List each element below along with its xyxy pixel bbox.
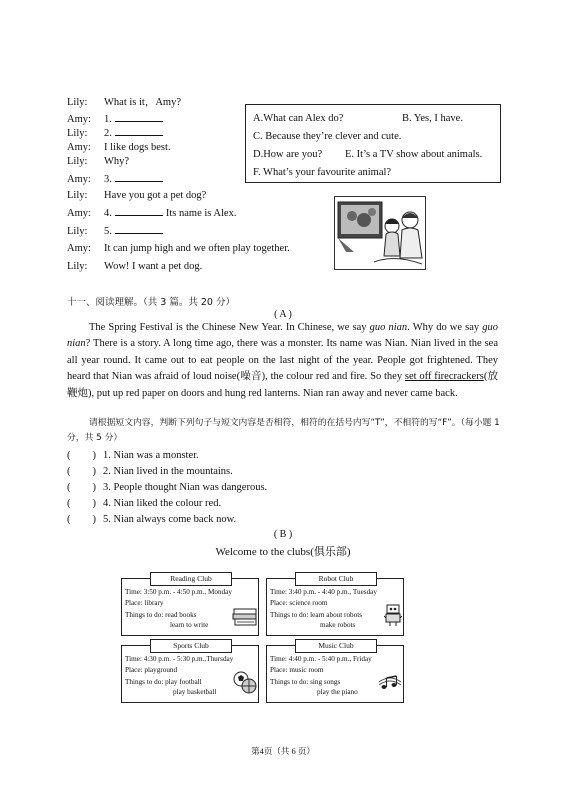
- statement-row: ( ) 5. Nian always come back now.: [67, 514, 237, 525]
- answer-blank-1[interactable]: [115, 112, 163, 122]
- section-title: 十一、阅读理解。（共 3 篇。共 20 分）: [67, 297, 235, 308]
- club-title: Sports Club: [150, 639, 232, 653]
- instruction-text: 请根据短文内容，判断下列句子与短文内容是否相符，相符的在括号内写“T”，不相符的写“F”。（每小题 1 分，共 5 分）: [67, 418, 500, 443]
- statement-row: ( ) 4. Nian liked the colour red.: [67, 498, 222, 509]
- dialogue-line: Lily: Why?: [67, 156, 130, 167]
- robot-icon: [384, 603, 402, 627]
- dialogue-line: Amy: 1.: [67, 112, 166, 127]
- dialogue-line: Lily: Wow! I want a pet dog.: [67, 261, 203, 272]
- statement-row: ( ) 3. People thought Nian was dangerous.: [67, 482, 268, 493]
- passage-a-label: ( A ): [274, 309, 292, 320]
- option-e: E. It’s a TV show about animals.: [345, 149, 483, 160]
- kids-watching-tv-illustration: [334, 196, 426, 270]
- statement-row: ( ) 2. Nian lived in the mountains.: [67, 466, 233, 477]
- option-a: A.What can Alex do?: [253, 113, 344, 124]
- dialogue-line: Lily: 5.: [67, 224, 166, 239]
- club-title: Reading Club: [150, 572, 232, 586]
- balls-icon: [232, 670, 258, 694]
- options-box: [245, 104, 501, 183]
- option-b: B. Yes, I have.: [402, 113, 463, 124]
- club-card-reading: Reading Club Time: 3:50 p.m. - 4:50 p.m., Monday Place: library Things to do: read books learn to write: [121, 578, 259, 636]
- answer-blank-5[interactable]: [115, 224, 163, 234]
- answer-blank-3[interactable]: [115, 172, 163, 182]
- answer-blank-4[interactable]: [115, 206, 163, 216]
- club-title: Robot Club: [295, 572, 377, 586]
- dialogue-line: Amy: 3.: [67, 172, 166, 187]
- dialogue-line: Lily: 2.: [67, 126, 166, 141]
- dialogue-line: Lily: What is it，Amy?: [67, 97, 181, 108]
- option-c: C. Because they’re clever and cute.: [253, 131, 402, 142]
- music-notes-icon: [377, 672, 403, 692]
- club-card-sports: Sports Club Time: 4:30 p.m. - 5:30 p.m.,Thursday Place: playground Things to do: play football play basketball: [121, 645, 259, 703]
- passage-b-label: ( B ): [273, 529, 293, 540]
- club-title: Music Club: [295, 639, 377, 653]
- passage-b-title: Welcome to the clubs(俱乐部): [215, 546, 351, 558]
- statement-row: ( ) 1. Nian was a monster.: [67, 450, 199, 461]
- passage-a: The Spring Festival is the Chinese New Year. In Chinese, we say guo nian. Why do we say guo nian? There is a story. A long time ago, there was a monster. Its name was Nian. Nian lived in the sea all year round. It came out to eat people on the last night of the year. People got frightened. They heard that Nian was afraid of loud noise(噪音), the colour red and fire. So they set off firecrackers(放鞭炮), put up red paper on doors and hung red lanterns. Nian ran away and never came back.: [67, 322, 499, 399]
- dialogue-line: Amy: 4. Its name is Alex.: [67, 208, 237, 219]
- books-icon: [232, 605, 258, 627]
- dialogue-line: Amy: I like dogs best.: [67, 142, 171, 153]
- option-f: F. What’s your favourite animal?: [253, 167, 392, 178]
- option-d: D.How are you?: [253, 149, 323, 160]
- dialogue-line: Amy: It can jump high and we often play together.: [67, 243, 290, 254]
- answer-blank-2[interactable]: [115, 126, 163, 136]
- club-card-robot: Robot Club Time: 3:40 p.m. - 4:40 p.m., Tuesday Place: science room Things to do: learn about robots make robots: [266, 578, 404, 636]
- page-footer: 第4页（共 6 页）: [251, 746, 315, 756]
- dialogue-line: Lily: Have you got a pet dog?: [67, 190, 207, 201]
- tv-scene-icon: [334, 196, 426, 270]
- club-card-music: Music Club Time: 4:40 p.m. - 5:40 p.m., Friday Place: music room Things to do: sing songs play the piano: [266, 645, 404, 703]
